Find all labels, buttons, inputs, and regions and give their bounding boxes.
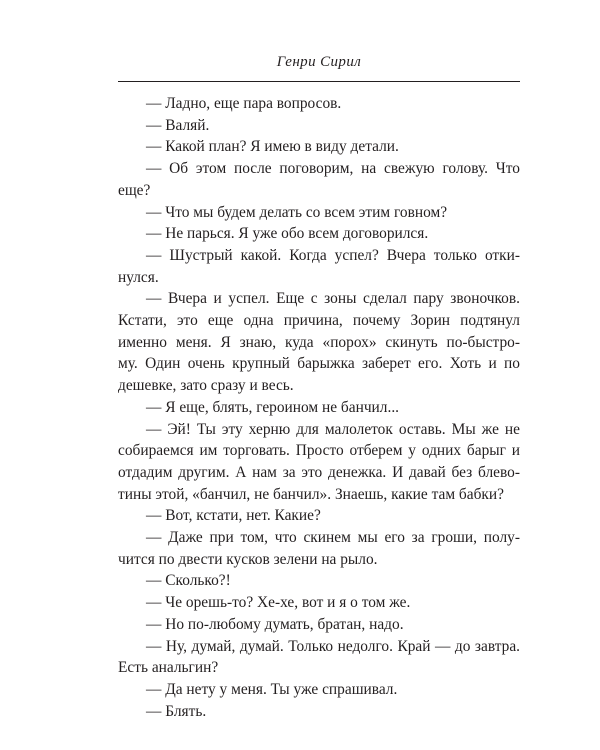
dialogue-paragraph	[118, 93, 520, 115]
text-line: — Вот, кстати, нет. Какие?	[146, 507, 321, 525]
dialogue-paragraph	[118, 115, 520, 137]
text-line: — Шустрый какой. Когда успел? Вчера только отки-	[146, 246, 520, 264]
text-line: — Вчера и успел. Еще с зоны сделал пару звоночков.	[146, 290, 520, 308]
body-text	[118, 93, 520, 722]
dialogue-paragraph	[118, 527, 520, 570]
text-line: — Валяй.	[146, 116, 210, 134]
text-line: — Я еще, блять, героином не банчил...	[146, 398, 400, 416]
text-line: — Сколько?!	[146, 572, 231, 590]
dialogue-paragraph	[118, 505, 520, 527]
dialogue-paragraph	[118, 158, 520, 201]
text-line: нулся.	[118, 268, 159, 286]
text-line: — Об этом после поговорим, на свежую голову. Что	[146, 160, 520, 178]
text-line: отдадим другим. А нам за это денежка. И давай без блево-	[118, 463, 520, 481]
running-head-author: Генри Сирил	[276, 54, 362, 70]
dialogue-paragraph	[118, 136, 520, 158]
text-line: чится по двести кусков зелени на рыло.	[118, 550, 378, 568]
text-line: — Ладно, еще пара вопросов.	[146, 95, 342, 112]
text-line: — Блять.	[146, 702, 207, 720]
text-line: — Эй! Ты эту херню для малолеток оставь. Мы же не	[146, 420, 520, 438]
dialogue-paragraph	[118, 701, 520, 723]
header-rule	[118, 81, 520, 82]
text-line: Есть анальгин?	[118, 659, 219, 677]
text-line: му. Один очень крупный барыжка заберет его. Хоть и по	[118, 355, 520, 373]
text-line: — Не парься. Я уже обо всем договорился.	[146, 225, 429, 243]
dialogue-paragraph	[118, 245, 520, 288]
text-line: — Че орешь-то? Хе-хе, вот и я о том же.	[146, 594, 411, 612]
dialogue-paragraph	[118, 397, 520, 419]
dialogue-paragraph	[118, 570, 520, 592]
text-line: дешевке, зато сразу и весь.	[118, 377, 294, 395]
dialogue-paragraph	[118, 592, 520, 614]
dialogue-paragraph	[118, 288, 520, 397]
dialogue-paragraph	[118, 419, 520, 506]
dialogue-paragraph	[118, 679, 520, 701]
text-line: — Ну, думай, думай. Только недолго. Край — до завтра.	[146, 637, 520, 655]
text-line: еще?	[118, 181, 151, 199]
text-line: — Какой план? Я имею в виду детали.	[146, 138, 399, 156]
dialogue-paragraph	[118, 614, 520, 636]
text-line: собираемся им торговать. Просто отберем у одних барыг и	[118, 442, 520, 460]
text-line: Кстати, это еще одна причина, почему Зорин подтянул	[118, 312, 520, 330]
dialogue-paragraph	[118, 636, 520, 679]
text-line: — Да нету у меня. Ты уже спрашивал.	[146, 680, 398, 698]
text-line: — Что мы будем делать со всем этим говном?	[146, 203, 448, 221]
text-line: — Но по-любому думать, братан, надо.	[146, 615, 404, 633]
dialogue-paragraph	[118, 202, 520, 224]
text-line: — Даже при том, что скинем мы его за гроши, полу-	[146, 529, 520, 547]
text-line: именно меня. Я знаю, куда «порох» скинуть по-быстро-	[118, 333, 520, 351]
text-line: тины этой, «банчил, не банчил». Знаешь, какие там бабки?	[118, 485, 504, 503]
dialogue-paragraph	[118, 223, 520, 245]
